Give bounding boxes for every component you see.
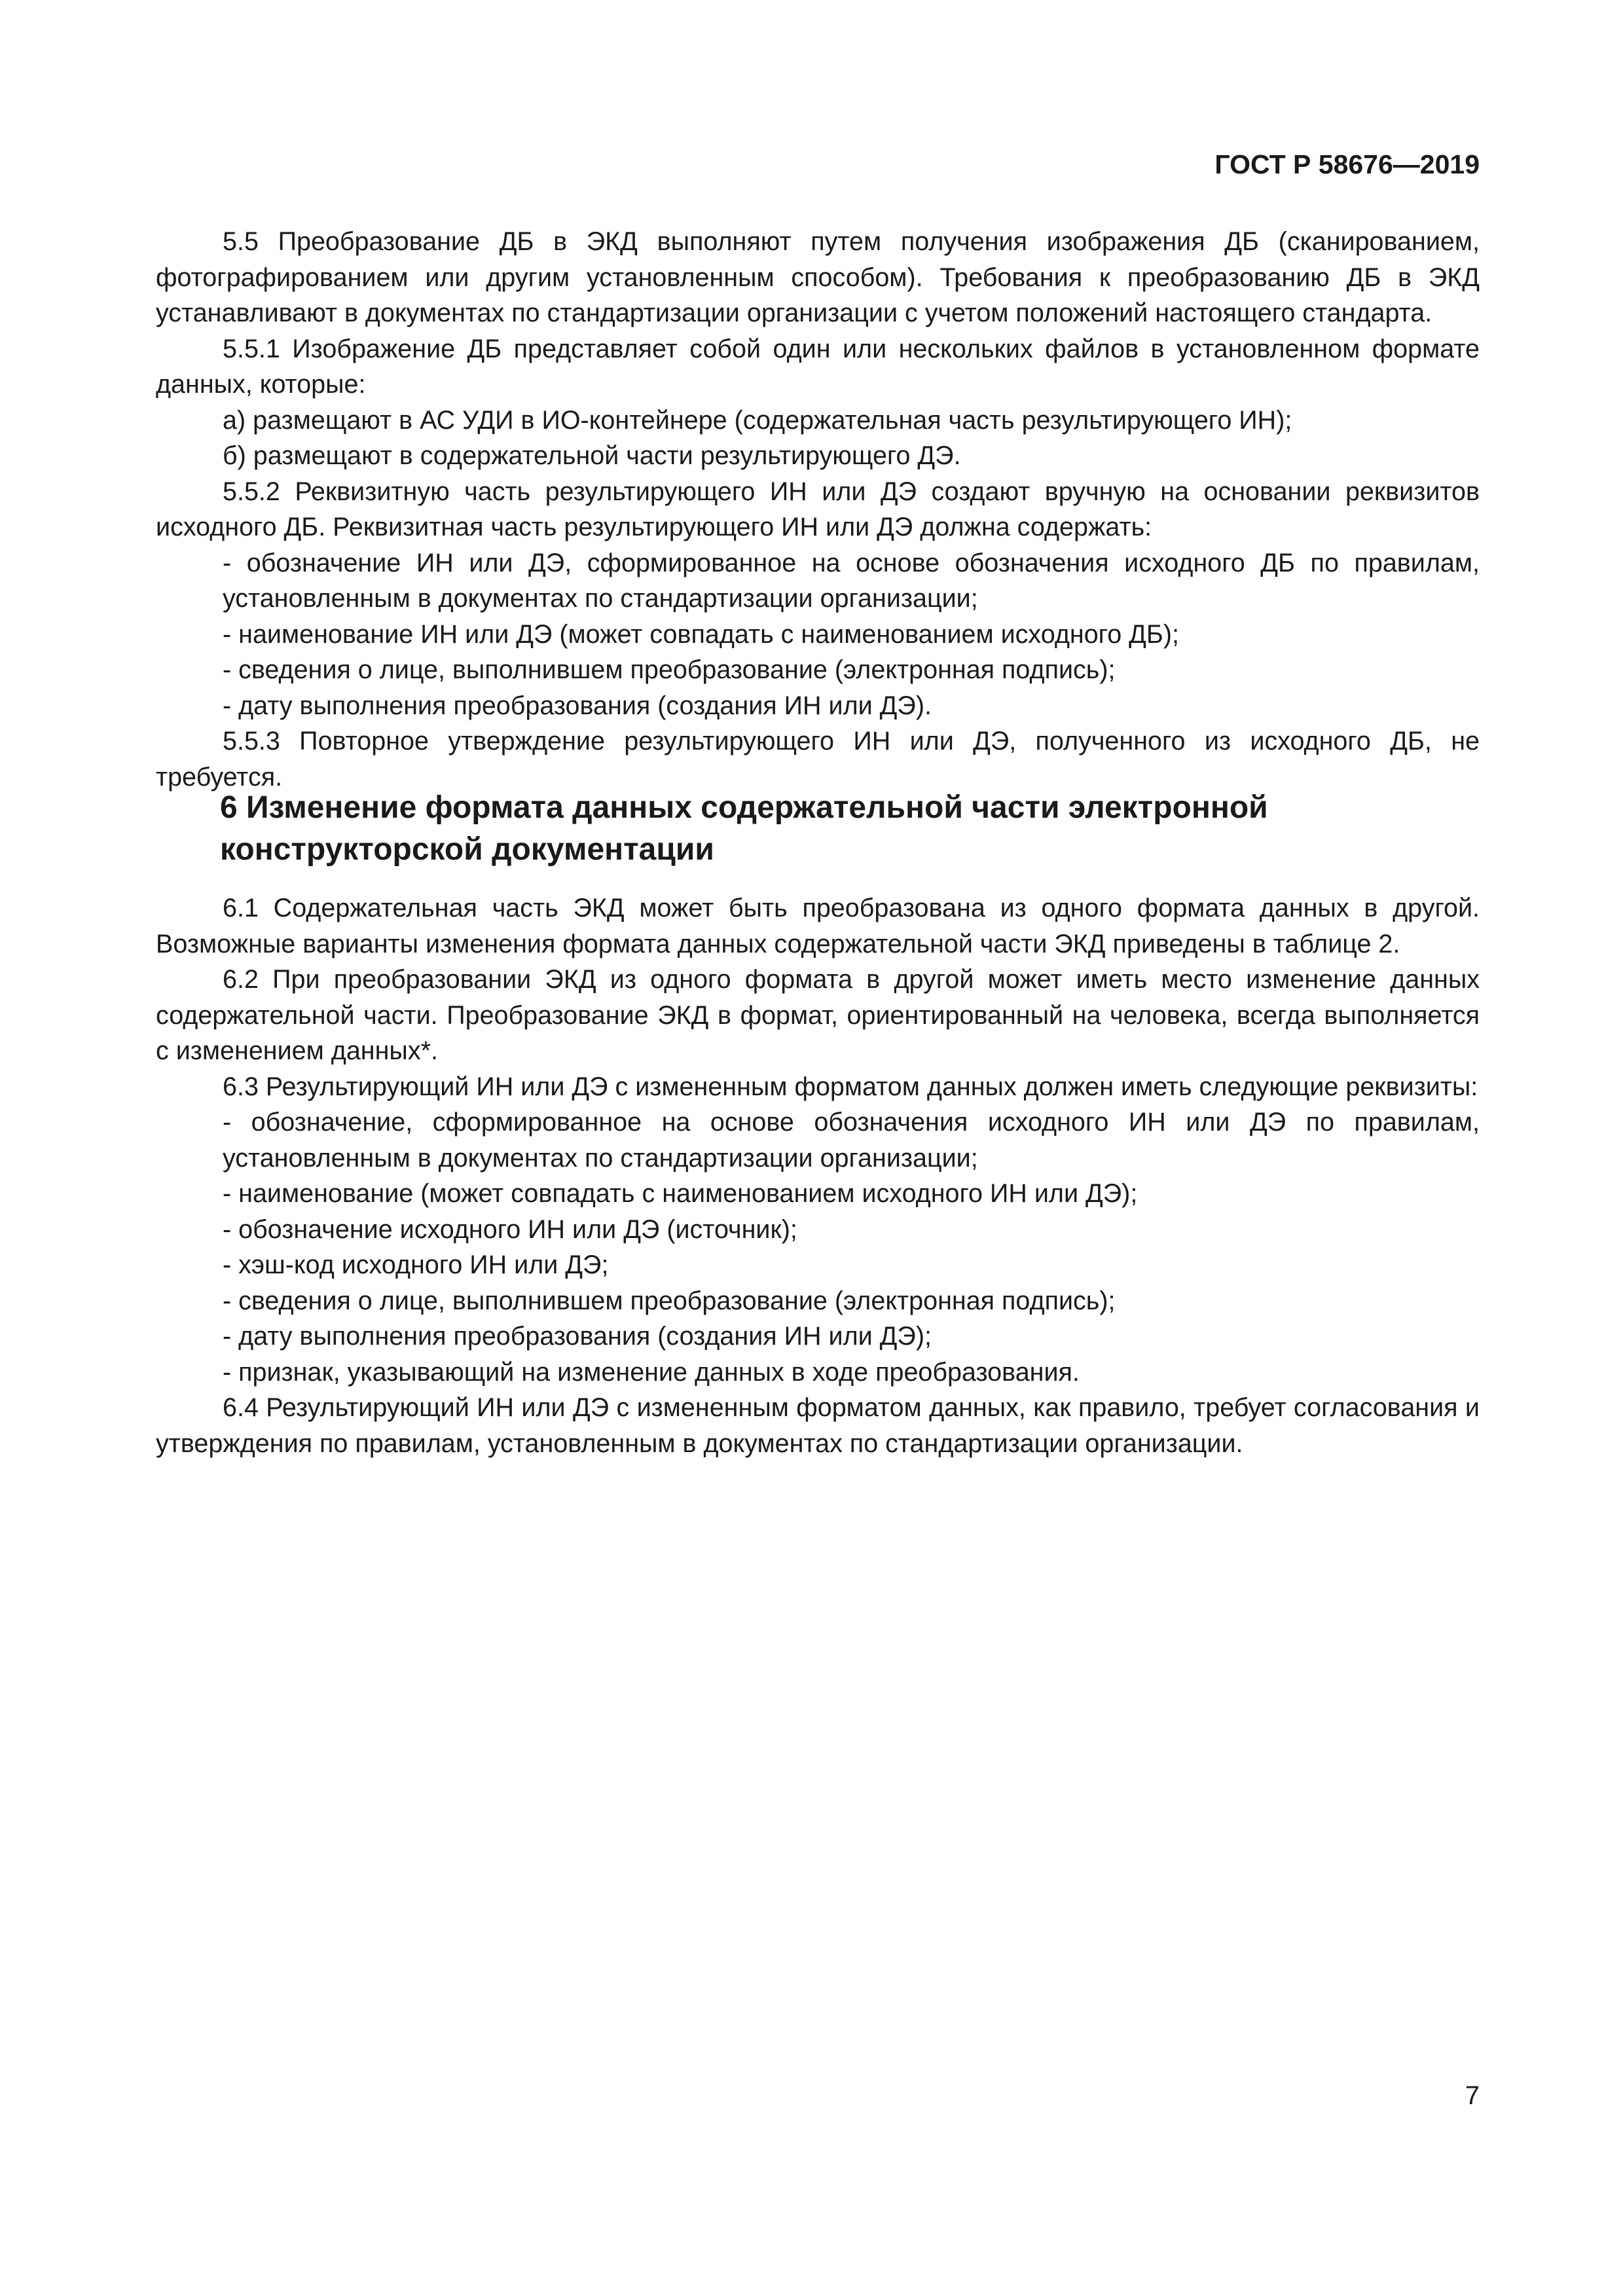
section-6-text (156, 890, 1480, 1461)
dash-item-designation: - обозначение ИН или ДЭ, сформированное на основе обозначения исходного ДБ по правилам, установленным в документах по стандартизации организации; (223, 548, 1480, 613)
dash-item-name: - наименование ИН или ДЭ (может совпадать с наименованием исходного ДБ); (223, 619, 1179, 649)
clause-6-4: 6.4 Результирующий ИН или ДЭ с измененным форматом данных, как правило, требует согласования и утверждения по правилам, установленным в документах по стандартизации организации. (156, 1393, 1480, 1458)
section-6-heading-line-1: 6 Изменение формата данных содержательной части электронной (220, 790, 1268, 825)
section-6-heading (220, 787, 1398, 871)
dash-item-source: - обозначение исходного ИН или ДЭ (источник); (223, 1214, 797, 1244)
dash-item-date: - дату выполнения преобразования (создания ИН или ДЭ). (223, 691, 932, 720)
dash-item-change-flag: - признак, указывающий на изменение данных в ходе преобразования. (223, 1357, 1080, 1387)
dash-item-hash: - хэш-код исходного ИН или ДЭ; (223, 1250, 609, 1279)
clause-6-3: 6.3 Результирующий ИН или ДЭ с измененным форматом данных должен иметь следующие реквизиты: (223, 1072, 1478, 1101)
clause-5-5-3: 5.5.3 Повторное утверждение результирующего ИН или ДЭ, полученного из исходного ДБ, не требуется. (156, 727, 1480, 792)
dash-item-name: - наименование (может совпадать с наименованием исходного ИН или ДЭ); (223, 1179, 1138, 1208)
page-number: 7 (1465, 2081, 1480, 2110)
clause-5-5-1: 5.5.1 Изображение ДБ представляет собой один или нескольких файлов в установленном формате данных, которые: (156, 334, 1480, 399)
clause-5-5-2: 5.5.2 Реквизитную часть результирующего ИН или ДЭ создают вручную на основании реквизитов исходного ДБ. Реквизитная часть результирующего ИН или ДЭ должна содержать: (156, 477, 1480, 541)
clause-5-5: 5.5 Преобразование ДБ в ЭКД выполняют путем получения изображения ДБ (сканированием, фотографированием или другим установленным способом). Требования к преобразованию ДБ в ЭКД устанавливают в документах по стандартизации организации с учетом положений настоящего стандарта. (156, 227, 1480, 327)
dash-item-signature: - сведения о лице, выполнившем преобразование (электронная подпись); (223, 655, 1116, 684)
list-item-b: б) размещают в содержательной части результирующего ДЭ. (223, 441, 961, 470)
clause-6-2: 6.2 При преобразовании ЭКД из одного формата в другой может иметь место изменение данных содержательной части. Преобразование ЭКД в формат, ориентированный на человека, всегда выполняется с изменением данных*. (156, 965, 1480, 1065)
dash-item-date: - дату выполнения преобразования (создания ИН или ДЭ); (223, 1322, 932, 1351)
list-item-a: а) размещают в АС УДИ в ИО-контейнере (содержательная часть результирующего ИН); (223, 405, 1292, 435)
section-6-heading-line-2: конструкторской документации (220, 832, 714, 867)
dash-item-designation: - обозначение, сформированное на основе обозначения исходного ИН или ДЭ по правилам, установленным в документах по стандартизации организации; (223, 1108, 1480, 1173)
document-code-header: ГОСТ Р 58676—2019 (1214, 149, 1480, 179)
dash-item-signature: - сведения о лице, выполнившем преобразование (электронная подпись); (223, 1286, 1116, 1315)
section-5-5-text (156, 224, 1480, 795)
clause-6-1: 6.1 Содержательная часть ЭКД может быть преобразована из одного формата данных в другой. Возможные варианты изменения формата данных содержательной части ЭКД приведены в таблице 2. (156, 894, 1480, 958)
